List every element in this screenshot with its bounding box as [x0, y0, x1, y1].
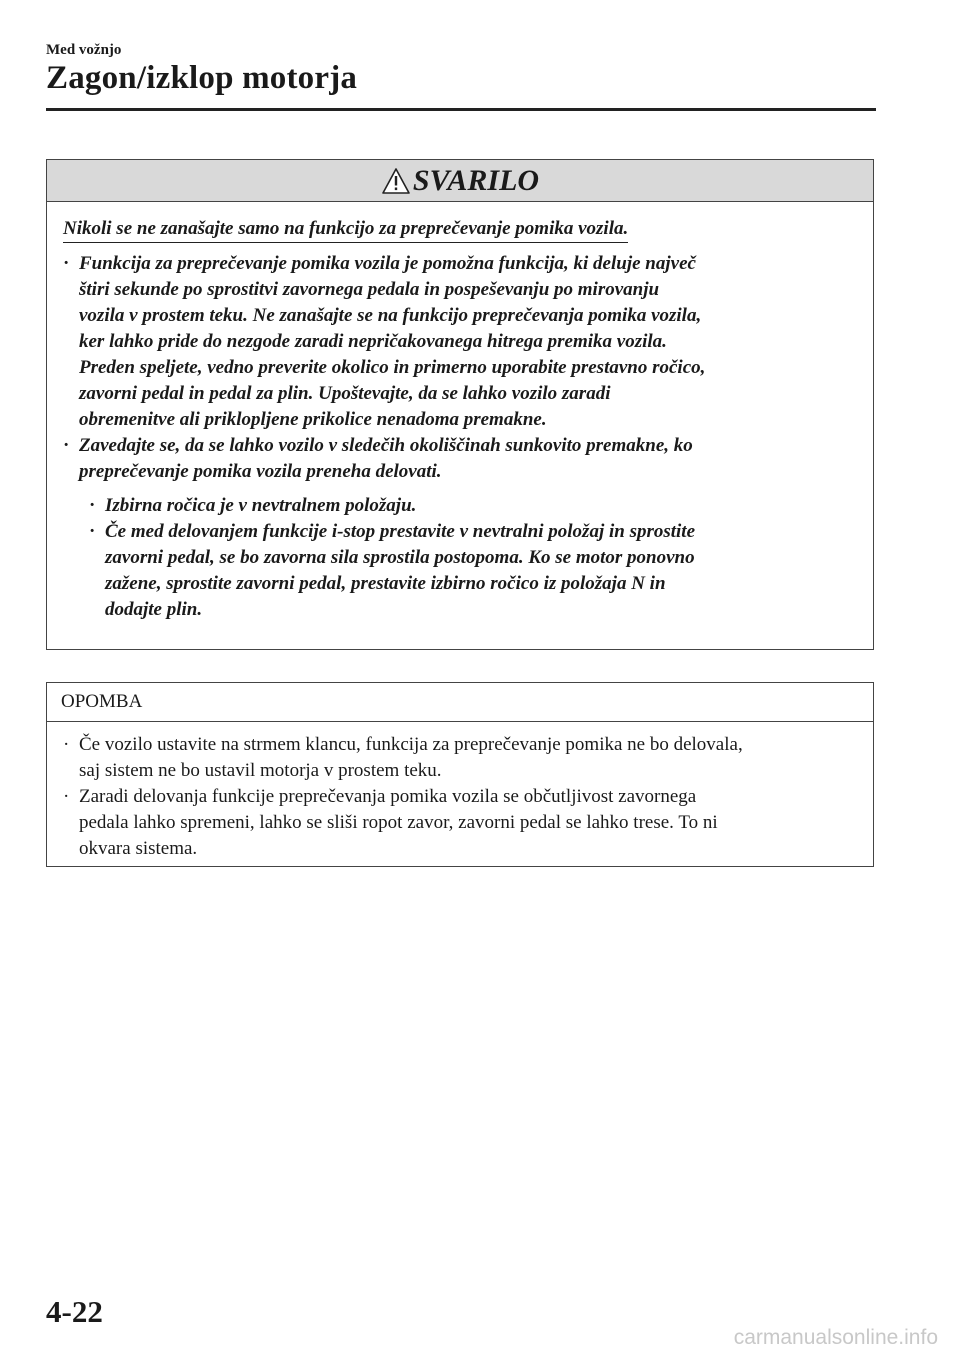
warning-line: Preden speljete, vedno preverite okolico in primerno uporabite prestavno ročico,: [79, 357, 706, 378]
note-body: [47, 722, 873, 862]
warning-sublist: [89, 493, 857, 623]
warning-line: Zavedajte se, da se lahko vozilo v sledečih okoliščinah sunkovito premakne, ko: [79, 435, 693, 456]
bullet-icon: ·: [63, 786, 70, 807]
note-item: [63, 732, 857, 784]
page-number: 4-22: [46, 1294, 103, 1329]
watermark: carmanualsonline.info: [733, 1326, 938, 1349]
warning-header: [47, 160, 873, 202]
warning-line: vozila v prostem teku. Ne zanašajte se na funkcijo preprečevanja pomika vozila,: [79, 305, 702, 326]
warning-title: SVARILO: [412, 163, 540, 197]
warning-subitem: [89, 493, 857, 519]
warning-line: Izbirna ročica je v nevtralnem položaju.: [105, 495, 417, 516]
note-line: saj sistem ne bo ustavil motorja v prostem teku.: [79, 760, 442, 781]
warning-lead: Nikoli se ne zanašajte samo na funkcijo za preprečevanje pomika vozila.: [63, 216, 628, 243]
note-header: [47, 683, 873, 722]
bullet-icon: ·: [63, 435, 70, 456]
bullet-icon: ·: [89, 521, 96, 542]
warning-box: [46, 159, 874, 650]
warning-line: dodajte plin.: [105, 599, 203, 620]
warning-triangle-icon: [381, 167, 411, 195]
note-title: OPOMBA: [61, 691, 143, 712]
note-line: Zaradi delovanja funkcije preprečevanja pomika vozila se občutljivost zavornega: [79, 786, 697, 807]
warning-line: zavorni pedal, se bo zavorna sila sprostila postopoma. Ko se motor ponovno: [105, 547, 695, 568]
warning-body: [47, 202, 873, 623]
title-divider: [46, 108, 876, 111]
note-line: pedala lahko spremeni, lahko se sliši ropot zavor, zavorni pedal se lahko trese. To ni: [79, 812, 718, 833]
bullet-icon: ·: [89, 495, 96, 516]
section-label: Med vožnjo: [46, 42, 122, 58]
warning-item: [63, 433, 857, 485]
bullet-icon: ·: [63, 734, 70, 755]
warning-item: [63, 251, 857, 433]
warning-line: preprečevanje pomika vozila preneha delovati.: [79, 461, 442, 482]
warning-line: zavorni pedal in pedal za plin. Upoštevajte, da se lahko vozilo zaradi: [79, 383, 611, 404]
warning-line: Če med delovanjem funkcije i-stop prestavite v nevtralni položaj in sprostite: [105, 521, 696, 542]
bullet-icon: ·: [63, 253, 70, 274]
note-item: [63, 784, 857, 862]
note-line: Če vozilo ustavite na strmem klancu, funkcija za preprečevanje pomika ne bo delovala,: [79, 734, 743, 755]
warning-line: ker lahko pride do nezgode zaradi nepričakovanega hitrega premika vozila.: [79, 331, 667, 352]
page-title: Zagon/izklop motorja: [46, 60, 358, 96]
warning-line: štiri sekunde po sprostitvi zavornega pedala in pospeševanju po mirovanju: [79, 279, 660, 300]
note-line: okvara sistema.: [79, 838, 198, 859]
note-box: [46, 682, 874, 867]
warning-line: Funkcija za preprečevanje pomika vozila je pomožna funkcija, ki deluje največ: [79, 253, 696, 274]
warning-line: zažene, sprostite zavorni pedal, prestavite izbirno ročico iz položaja N in: [105, 573, 666, 594]
warning-subitem: [89, 519, 857, 623]
warning-line: obremenitve ali priklopljene prikolice nenadoma premakne.: [79, 409, 547, 430]
